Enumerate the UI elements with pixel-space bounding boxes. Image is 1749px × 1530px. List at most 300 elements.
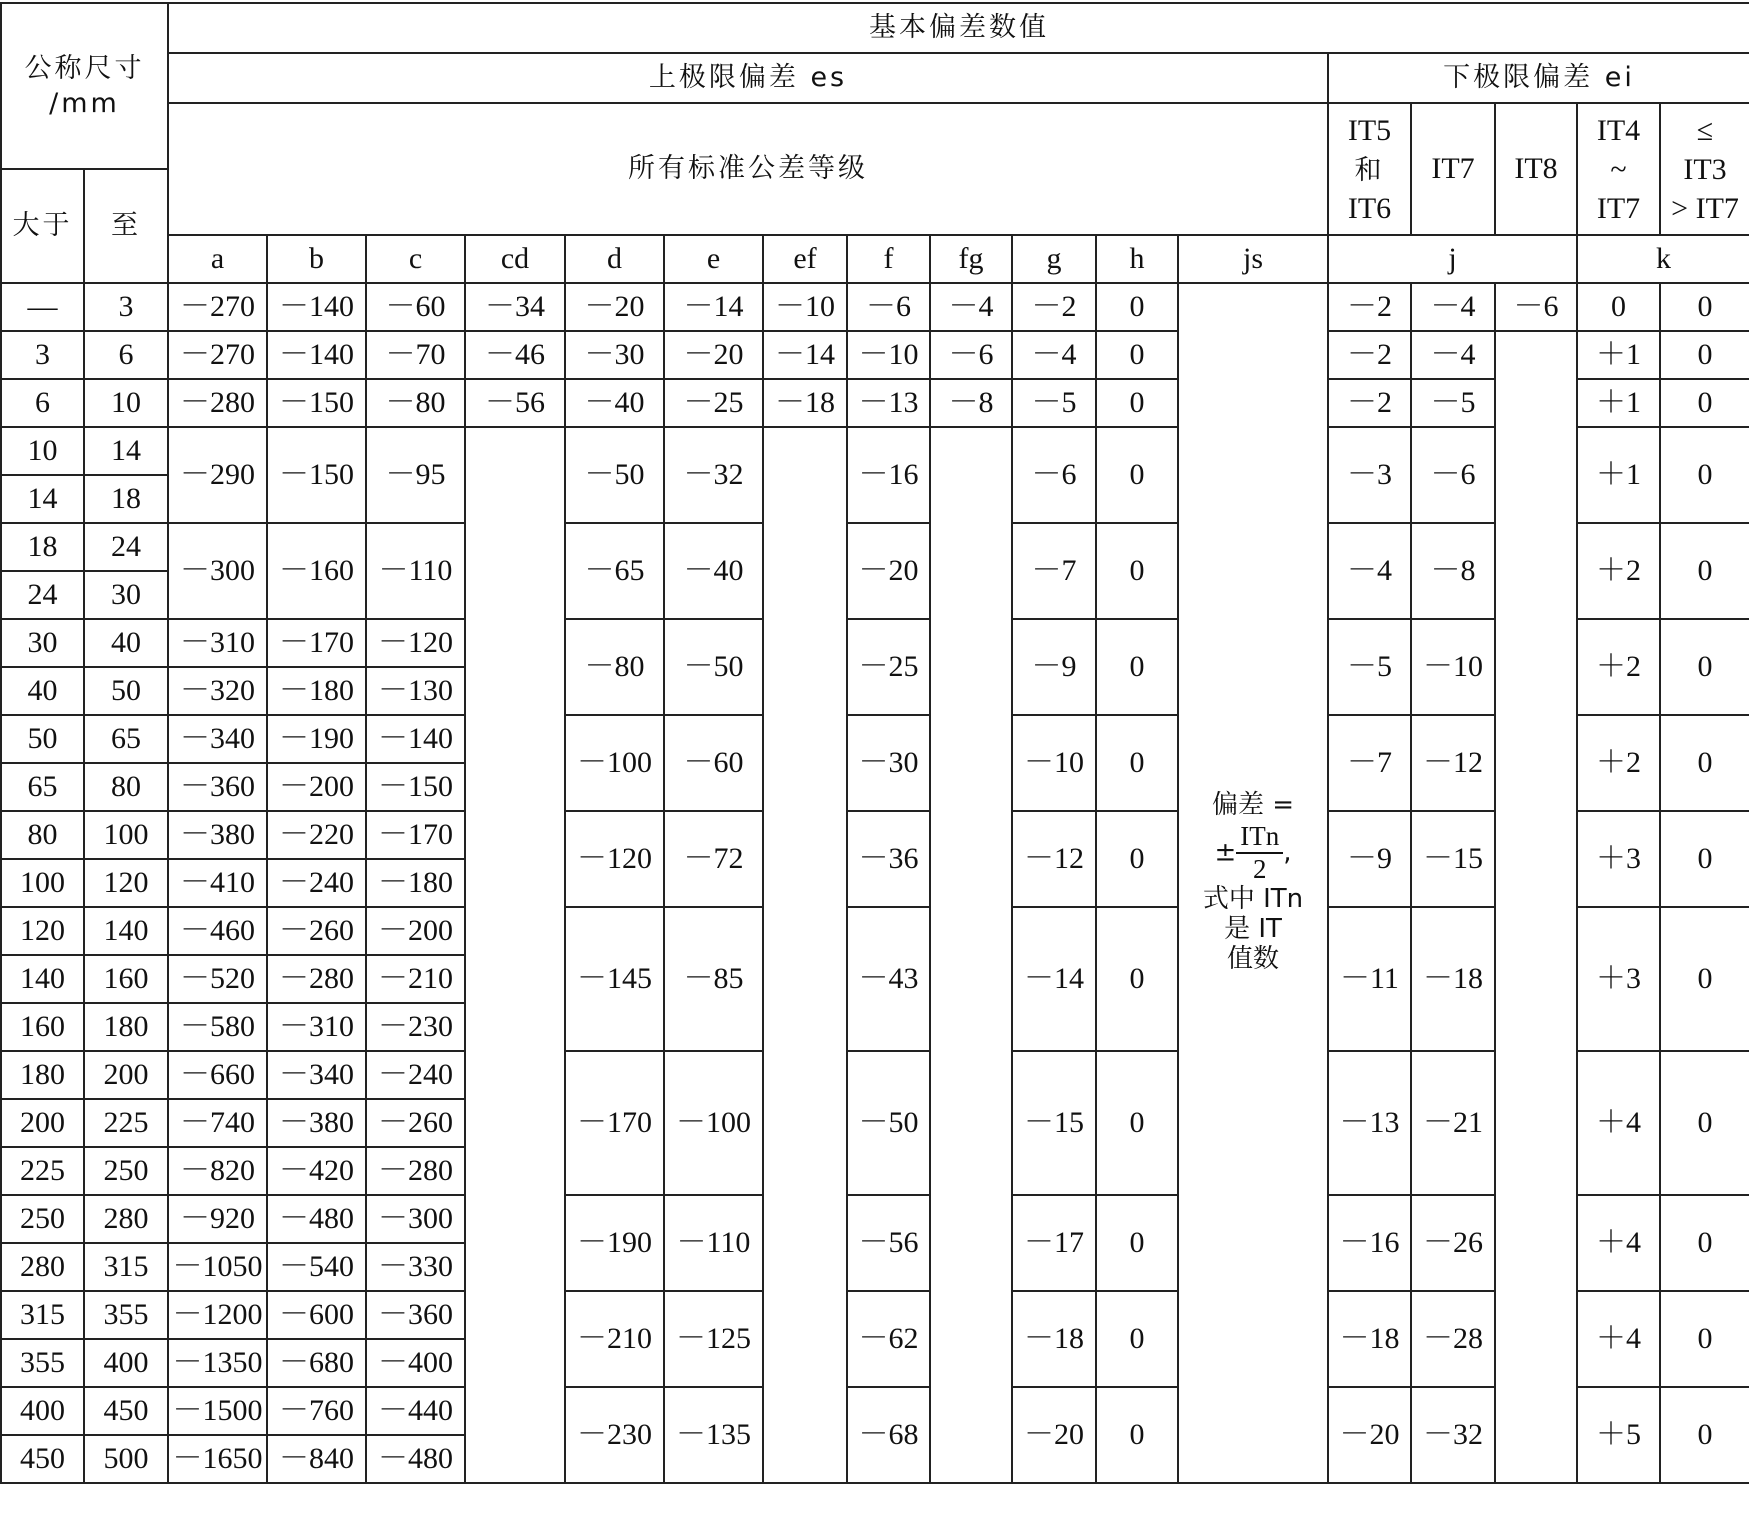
- size-to-cell: 225: [84, 1099, 168, 1147]
- deviation-h-cell: 0: [1096, 619, 1178, 715]
- fraction-denominator: 2: [1253, 854, 1267, 885]
- deviation-a-cell: －340: [168, 715, 267, 763]
- deviation-b-cell: －190: [267, 715, 366, 763]
- grade-label: IT6: [1347, 191, 1392, 225]
- grade-label: IT7: [1596, 191, 1641, 225]
- grade-it4-it7-header: [1577, 103, 1660, 235]
- deviation-e-cell: －20: [664, 331, 763, 379]
- deviation-h-cell: 0: [1096, 907, 1178, 1051]
- letter-g-header: g: [1012, 235, 1096, 283]
- size-over-cell: 30: [1, 619, 84, 667]
- deviation-b-cell: －170: [267, 619, 366, 667]
- deviation-b-cell: －380: [267, 1099, 366, 1147]
- deviation-k-it3-cell: 0: [1660, 1387, 1749, 1483]
- grade-label: 和: [1354, 154, 1385, 186]
- size-to-cell: 30: [84, 571, 168, 619]
- deviation-j-it7-cell: －6: [1411, 427, 1495, 523]
- deviation-a-cell: －1050: [168, 1243, 267, 1291]
- size-over-cell: 40: [1, 667, 84, 715]
- deviation-f-cell: －68: [847, 1387, 930, 1483]
- deviation-b-cell: －150: [267, 379, 366, 427]
- deviation-h-cell: 0: [1096, 1051, 1178, 1195]
- deviation-a-cell: －1200: [168, 1291, 267, 1339]
- deviation-k-it3-cell: 0: [1660, 331, 1749, 379]
- deviation-c-cell: －130: [366, 667, 465, 715]
- deviation-j-it7-cell: －18: [1411, 907, 1495, 1051]
- deviation-h-cell: 0: [1096, 1195, 1178, 1291]
- letter-a-header: a: [168, 235, 267, 283]
- deviation-c-cell: －140: [366, 715, 465, 763]
- size-to-cell: 65: [84, 715, 168, 763]
- nominal-size-unit: /mm: [49, 88, 120, 119]
- deviation-a-cell: －1350: [168, 1339, 267, 1387]
- size-over-cell: 280: [1, 1243, 84, 1291]
- deviation-a-cell: －410: [168, 859, 267, 907]
- deviation-fg-cell: －4: [930, 283, 1012, 331]
- grade-label: ~: [1610, 152, 1627, 186]
- deviation-c-cell: －360: [366, 1291, 465, 1339]
- table-row: [1, 427, 1749, 475]
- deviation-c-cell: －70: [366, 331, 465, 379]
- size-over-cell: 65: [1, 763, 84, 811]
- js-note-line: 是 IT: [1224, 914, 1282, 945]
- deviation-j-it5-cell: －4: [1328, 523, 1411, 619]
- table-row: [1, 1387, 1749, 1435]
- deviation-j-it5-cell: －2: [1328, 283, 1411, 331]
- deviation-h-cell: 0: [1096, 283, 1178, 331]
- deviation-j-it5-cell: －5: [1328, 619, 1411, 715]
- deviation-j-it7-cell: －28: [1411, 1291, 1495, 1387]
- letter-h-header: h: [1096, 235, 1178, 283]
- table-row: [1, 907, 1749, 955]
- deviation-h-cell: 0: [1096, 523, 1178, 619]
- deviation-j-it7-cell: －8: [1411, 523, 1495, 619]
- deviation-c-cell: －440: [366, 1387, 465, 1435]
- deviation-fg-cell: －6: [930, 331, 1012, 379]
- size-to-cell: 6: [84, 331, 168, 379]
- letter-f-header: f: [847, 235, 930, 283]
- size-over-cell: 450: [1, 1435, 84, 1483]
- deviation-c-cell: －170: [366, 811, 465, 859]
- deviation-k-it4-cell: ＋2: [1577, 715, 1660, 811]
- deviation-g-cell: －7: [1012, 523, 1096, 619]
- deviation-j-it5-cell: －13: [1328, 1051, 1411, 1195]
- deviation-b-cell: －480: [267, 1195, 366, 1243]
- fraction-numerator: ITn: [1236, 821, 1283, 854]
- size-to-cell: 160: [84, 955, 168, 1003]
- deviation-k-it4-cell: ＋1: [1577, 331, 1660, 379]
- deviation-e-cell: －100: [664, 1051, 763, 1195]
- size-over-cell: 24: [1, 571, 84, 619]
- deviation-c-cell: －60: [366, 283, 465, 331]
- deviation-f-cell: －62: [847, 1291, 930, 1387]
- letter-fg-header: fg: [930, 235, 1012, 283]
- deviation-a-cell: －920: [168, 1195, 267, 1243]
- upper-deviation-header: 上极限偏差 es: [168, 53, 1328, 103]
- js-note-line: 式中 ITn: [1202, 884, 1304, 915]
- size-to-cell: 50: [84, 667, 168, 715]
- deviation-a-cell: －270: [168, 331, 267, 379]
- deviation-b-cell: －140: [267, 283, 366, 331]
- deviation-k-it3-cell: 0: [1660, 811, 1749, 907]
- deviation-h-cell: 0: [1096, 715, 1178, 811]
- deviation-b-cell: －680: [267, 1339, 366, 1387]
- deviation-d-cell: －120: [565, 811, 664, 907]
- size-to-cell: 500: [84, 1435, 168, 1483]
- deviation-g-cell: －9: [1012, 619, 1096, 715]
- table-row: [1, 1051, 1749, 1099]
- deviation-a-cell: －290: [168, 427, 267, 523]
- deviation-e-cell: －25: [664, 379, 763, 427]
- table-row: [1, 715, 1749, 763]
- deviation-k-it4-cell: ＋1: [1577, 379, 1660, 427]
- letter-cd-header: cd: [465, 235, 565, 283]
- plus-minus-sign: ±: [1214, 837, 1237, 868]
- deviation-j-it5-cell: －3: [1328, 427, 1411, 523]
- size-over-cell: 160: [1, 1003, 84, 1051]
- size-to-cell: 24: [84, 523, 168, 571]
- deviation-c-cell: －210: [366, 955, 465, 1003]
- letter-b-header: b: [267, 235, 366, 283]
- deviation-b-cell: －840: [267, 1435, 366, 1483]
- deviation-a-cell: －280: [168, 379, 267, 427]
- size-to-cell: 250: [84, 1147, 168, 1195]
- deviation-a-cell: －270: [168, 283, 267, 331]
- deviation-f-cell: －20: [847, 523, 930, 619]
- deviation-c-cell: －80: [366, 379, 465, 427]
- size-over-cell: 180: [1, 1051, 84, 1099]
- deviation-c-cell: －240: [366, 1051, 465, 1099]
- size-over-cell: 120: [1, 907, 84, 955]
- deviation-k-it4-cell: ＋3: [1577, 811, 1660, 907]
- comma: ,: [1283, 837, 1292, 868]
- deviation-f-cell: －36: [847, 811, 930, 907]
- deviation-a-cell: －1500: [168, 1387, 267, 1435]
- deviation-b-cell: －340: [267, 1051, 366, 1099]
- deviation-j-it7-cell: －26: [1411, 1195, 1495, 1291]
- deviation-g-cell: －14: [1012, 907, 1096, 1051]
- deviation-f-cell: －13: [847, 379, 930, 427]
- grade-it8-header: IT8: [1495, 103, 1577, 235]
- table-row: [1, 283, 1749, 331]
- itn-fraction: [1236, 821, 1283, 885]
- deviation-b-cell: －140: [267, 331, 366, 379]
- size-over-cell: 100: [1, 859, 84, 907]
- deviation-f-cell: －50: [847, 1051, 930, 1195]
- deviation-g-cell: －10: [1012, 715, 1096, 811]
- deviation-f-cell: －56: [847, 1195, 930, 1291]
- deviation-b-cell: －420: [267, 1147, 366, 1195]
- table-row: [1, 331, 1749, 379]
- deviation-a-cell: －660: [168, 1051, 267, 1099]
- deviation-b-cell: －200: [267, 763, 366, 811]
- size-to-cell: 450: [84, 1387, 168, 1435]
- deviation-d-cell: －230: [565, 1387, 664, 1483]
- deviation-e-cell: －60: [664, 715, 763, 811]
- deviation-k-it4-cell: ＋4: [1577, 1195, 1660, 1291]
- js-note-line: 值数: [1226, 943, 1279, 974]
- letter-j-header: j: [1328, 235, 1577, 283]
- deviation-c-cell: －260: [366, 1099, 465, 1147]
- deviation-c-cell: －330: [366, 1243, 465, 1291]
- deviation-e-cell: －85: [664, 907, 763, 1051]
- deviation-a-cell: －740: [168, 1099, 267, 1147]
- size-to-cell: 315: [84, 1243, 168, 1291]
- deviation-a-cell: －460: [168, 907, 267, 955]
- deviation-fg-empty: [930, 427, 1012, 1483]
- deviation-j-it5-cell: －18: [1328, 1291, 1411, 1387]
- deviation-e-cell: －125: [664, 1291, 763, 1387]
- deviation-b-cell: －540: [267, 1243, 366, 1291]
- deviation-b-cell: －600: [267, 1291, 366, 1339]
- deviation-k-it4-cell: ＋1: [1577, 427, 1660, 523]
- deviation-j-it7-cell: －32: [1411, 1387, 1495, 1483]
- table-row: [1, 811, 1749, 859]
- size-over-cell: 225: [1, 1147, 84, 1195]
- size-to-cell: 140: [84, 907, 168, 955]
- deviation-a-cell: －320: [168, 667, 267, 715]
- deviation-k-it4-cell: ＋3: [1577, 907, 1660, 1051]
- table-row: [1, 1291, 1749, 1339]
- basic-deviation-table: [0, 2, 1749, 1484]
- grade-label: IT3: [1683, 152, 1727, 186]
- basic-deviation-values-header: 基本偏差数值: [168, 3, 1749, 53]
- size-to-cell: 80: [84, 763, 168, 811]
- deviation-cd-empty: [465, 427, 565, 1483]
- deviation-d-cell: －145: [565, 907, 664, 1051]
- size-to-cell: 280: [84, 1195, 168, 1243]
- grade-label: IT5: [1347, 113, 1392, 147]
- lower-deviation-header: 下极限偏差 ei: [1328, 53, 1749, 103]
- deviation-h-cell: 0: [1096, 331, 1178, 379]
- deviation-j-it7-cell: －4: [1411, 331, 1495, 379]
- deviation-c-cell: －230: [366, 1003, 465, 1051]
- deviation-b-cell: －760: [267, 1387, 366, 1435]
- deviation-d-cell: －190: [565, 1195, 664, 1291]
- deviation-c-cell: －400: [366, 1339, 465, 1387]
- size-to-cell: 180: [84, 1003, 168, 1051]
- deviation-d-cell: －40: [565, 379, 664, 427]
- deviation-f-cell: －30: [847, 715, 930, 811]
- deviation-d-cell: －30: [565, 331, 664, 379]
- deviation-j-it8-empty: [1495, 331, 1577, 1483]
- deviation-d-cell: －210: [565, 1291, 664, 1387]
- letter-d-header: d: [565, 235, 664, 283]
- deviation-k-it3-cell: 0: [1660, 283, 1749, 331]
- size-over-cell: 400: [1, 1387, 84, 1435]
- table-row: [1, 1195, 1749, 1243]
- deviation-g-cell: －6: [1012, 427, 1096, 523]
- size-over-cell: 315: [1, 1291, 84, 1339]
- size-over-cell: 250: [1, 1195, 84, 1243]
- size-over-cell: 3: [1, 331, 84, 379]
- deviation-c-cell: －120: [366, 619, 465, 667]
- deviation-d-cell: －80: [565, 619, 664, 715]
- deviation-f-cell: －43: [847, 907, 930, 1051]
- deviation-c-cell: －180: [366, 859, 465, 907]
- deviation-b-cell: －280: [267, 955, 366, 1003]
- deviation-j-it8-cell: －6: [1495, 283, 1577, 331]
- deviation-j-it5-cell: －2: [1328, 379, 1411, 427]
- deviation-j-it7-cell: －4: [1411, 283, 1495, 331]
- deviation-c-cell: －95: [366, 427, 465, 523]
- deviation-cd-cell: －34: [465, 283, 565, 331]
- nominal-size-label: 公称尺寸: [24, 52, 145, 84]
- deviation-f-cell: －6: [847, 283, 930, 331]
- letter-c-header: c: [366, 235, 465, 283]
- letter-e-header: e: [664, 235, 763, 283]
- size-to-cell: 18: [84, 475, 168, 523]
- deviation-d-cell: －65: [565, 523, 664, 619]
- size-over-cell: 18: [1, 523, 84, 571]
- size-to-cell: 40: [84, 619, 168, 667]
- size-to-cell: 200: [84, 1051, 168, 1099]
- grade-it7-header: IT7: [1411, 103, 1495, 235]
- deviation-j-it5-cell: －16: [1328, 1195, 1411, 1291]
- deviation-b-cell: －260: [267, 907, 366, 955]
- deviation-a-cell: －820: [168, 1147, 267, 1195]
- grade-label: ≤: [1696, 113, 1714, 147]
- letter-ef-header: ef: [763, 235, 847, 283]
- size-over-cell: 10: [1, 427, 84, 475]
- size-to-cell: 100: [84, 811, 168, 859]
- deviation-e-cell: －135: [664, 1387, 763, 1483]
- deviation-ef-cell: －14: [763, 331, 847, 379]
- deviation-fg-cell: －8: [930, 379, 1012, 427]
- deviation-g-cell: －5: [1012, 379, 1096, 427]
- deviation-j-it5-cell: －20: [1328, 1387, 1411, 1483]
- deviation-k-it3-cell: 0: [1660, 907, 1749, 1051]
- deviation-e-cell: －50: [664, 619, 763, 715]
- table-row: [1, 379, 1749, 427]
- size-to-cell: 3: [84, 283, 168, 331]
- deviation-ef-cell: －10: [763, 283, 847, 331]
- deviation-b-cell: －180: [267, 667, 366, 715]
- grade-it5-it6-header: [1328, 103, 1411, 235]
- deviation-j-it7-cell: －10: [1411, 619, 1495, 715]
- size-over-cell: —: [1, 283, 84, 331]
- deviation-a-cell: －580: [168, 1003, 267, 1051]
- deviation-d-cell: －50: [565, 427, 664, 523]
- size-to-cell: 14: [84, 427, 168, 475]
- deviation-e-cell: －72: [664, 811, 763, 907]
- deviation-a-cell: －1650: [168, 1435, 267, 1483]
- deviation-c-cell: －300: [366, 1195, 465, 1243]
- deviation-ef-cell: －18: [763, 379, 847, 427]
- size-to-cell: 400: [84, 1339, 168, 1387]
- size-over-cell: 200: [1, 1099, 84, 1147]
- deviation-c-cell: －280: [366, 1147, 465, 1195]
- deviation-k-it3-cell: 0: [1660, 715, 1749, 811]
- deviation-b-cell: －160: [267, 523, 366, 619]
- deviation-j-it7-cell: －12: [1411, 715, 1495, 811]
- deviation-a-cell: －520: [168, 955, 267, 1003]
- deviation-g-cell: －2: [1012, 283, 1096, 331]
- js-formula-note: [1178, 283, 1328, 1483]
- deviation-k-it4-cell: ＋5: [1577, 1387, 1660, 1483]
- size-to-cell: 355: [84, 1291, 168, 1339]
- deviation-k-it4-cell: ＋4: [1577, 1291, 1660, 1387]
- size-over-cell: 6: [1, 379, 84, 427]
- deviation-j-it7-cell: －15: [1411, 811, 1495, 907]
- table-row: [1, 523, 1749, 571]
- deviation-g-cell: －4: [1012, 331, 1096, 379]
- deviation-c-cell: －150: [366, 763, 465, 811]
- over-header: 大于: [1, 169, 84, 283]
- deviation-j-it5-cell: －9: [1328, 811, 1411, 907]
- deviation-b-cell: －220: [267, 811, 366, 859]
- deviation-d-cell: －100: [565, 715, 664, 811]
- deviation-k-it3-cell: 0: [1660, 379, 1749, 427]
- deviation-k-it3-cell: 0: [1660, 1291, 1749, 1387]
- table-row: [1, 619, 1749, 667]
- grade-label: > IT7: [1671, 191, 1739, 225]
- deviation-f-cell: －25: [847, 619, 930, 715]
- grade-it3-header: [1660, 103, 1749, 235]
- to-header: 至: [84, 169, 168, 283]
- deviation-g-cell: －20: [1012, 1387, 1096, 1483]
- size-over-cell: 80: [1, 811, 84, 859]
- deviation-a-cell: －300: [168, 523, 267, 619]
- deviation-g-cell: －15: [1012, 1051, 1096, 1195]
- deviation-k-it3-cell: 0: [1660, 1051, 1749, 1195]
- deviation-e-cell: －32: [664, 427, 763, 523]
- deviation-j-it7-cell: －5: [1411, 379, 1495, 427]
- deviation-k-it3-cell: 0: [1660, 427, 1749, 523]
- deviation-c-cell: －110: [366, 523, 465, 619]
- deviation-k-it3-cell: 0: [1660, 1195, 1749, 1291]
- deviation-j-it5-cell: －11: [1328, 907, 1411, 1051]
- letter-js-header: js: [1178, 235, 1328, 283]
- size-to-cell: 10: [84, 379, 168, 427]
- size-over-cell: 355: [1, 1339, 84, 1387]
- deviation-k-it4-cell: 0: [1577, 283, 1660, 331]
- deviation-h-cell: 0: [1096, 1387, 1178, 1483]
- deviation-f-cell: －16: [847, 427, 930, 523]
- size-over-cell: 14: [1, 475, 84, 523]
- deviation-d-cell: －20: [565, 283, 664, 331]
- deviation-b-cell: －150: [267, 427, 366, 523]
- deviation-h-cell: 0: [1096, 811, 1178, 907]
- deviation-g-cell: －17: [1012, 1195, 1096, 1291]
- deviation-j-it5-cell: －2: [1328, 331, 1411, 379]
- deviation-b-cell: －240: [267, 859, 366, 907]
- deviation-k-it3-cell: 0: [1660, 619, 1749, 715]
- nominal-size-header: [1, 3, 168, 169]
- deviation-cd-cell: －56: [465, 379, 565, 427]
- size-to-cell: 120: [84, 859, 168, 907]
- size-over-cell: 140: [1, 955, 84, 1003]
- deviation-c-cell: －480: [366, 1435, 465, 1483]
- deviation-j-it7-cell: －21: [1411, 1051, 1495, 1195]
- deviation-k-it4-cell: ＋2: [1577, 619, 1660, 715]
- deviation-cd-cell: －46: [465, 331, 565, 379]
- js-note-line: 偏差 =: [1211, 790, 1295, 821]
- deviation-a-cell: －310: [168, 619, 267, 667]
- deviation-h-cell: 0: [1096, 427, 1178, 523]
- deviation-h-cell: 0: [1096, 1291, 1178, 1387]
- deviation-ef-empty: [763, 427, 847, 1483]
- deviation-d-cell: －170: [565, 1051, 664, 1195]
- deviation-b-cell: －310: [267, 1003, 366, 1051]
- deviation-j-it5-cell: －7: [1328, 715, 1411, 811]
- deviation-e-cell: －110: [664, 1195, 763, 1291]
- all-grades-header: 所有标准公差等级: [168, 103, 1328, 235]
- deviation-g-cell: －18: [1012, 1291, 1096, 1387]
- deviation-g-cell: －12: [1012, 811, 1096, 907]
- deviation-h-cell: 0: [1096, 379, 1178, 427]
- letter-k-header: k: [1577, 235, 1749, 283]
